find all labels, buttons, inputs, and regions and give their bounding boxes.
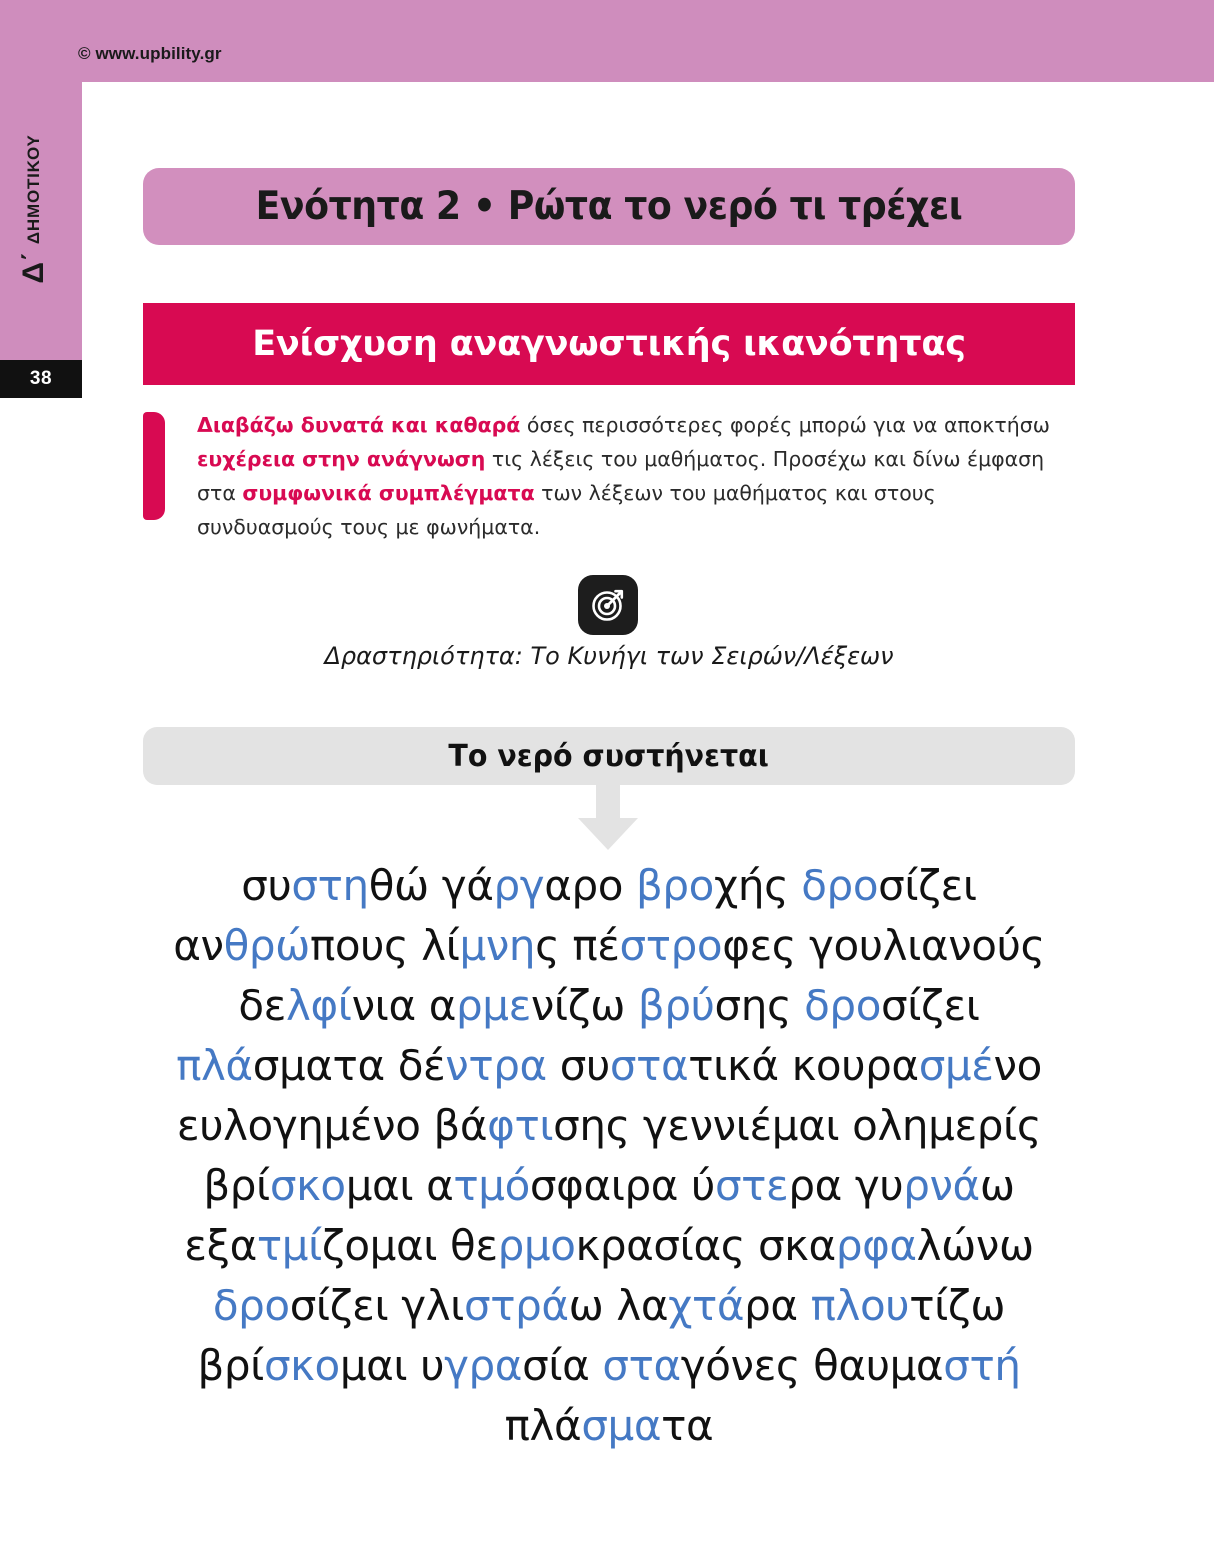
instruction-emphasis: ευχέρεια στην ανάγνωση xyxy=(197,447,486,471)
word-segment: νίζω xyxy=(530,981,638,1030)
consonant-cluster: στρά xyxy=(463,1281,569,1330)
consonant-cluster: σμα xyxy=(581,1401,662,1450)
word-segment: βρί xyxy=(197,1341,264,1390)
word-segment: νια xyxy=(351,981,429,1030)
word-segment: ύ xyxy=(691,1161,715,1210)
page-number: 38 xyxy=(29,368,53,389)
section-title: Ενίσχυση αναγνωστικής ικανότητας xyxy=(252,324,966,364)
copyright-notice: © www.upbility.gr xyxy=(78,44,222,63)
instruction-text-run: τις λέξεις του μαθήματος. Προσέχω και δίνω έμφαση στα xyxy=(197,447,1045,505)
unit-title-bar xyxy=(143,168,1075,245)
word-segment: σία xyxy=(522,1341,603,1390)
consonant-cluster: στα xyxy=(609,1041,689,1090)
word-list-line xyxy=(143,1276,1075,1336)
word-segment: γυ xyxy=(854,1161,904,1210)
word-segment: τα xyxy=(661,1401,714,1450)
consonant-cluster: μνη xyxy=(459,921,536,970)
word-list-line xyxy=(143,1336,1075,1396)
word-segment: κρασίας xyxy=(575,1221,758,1270)
consonant-cluster: ρφα xyxy=(835,1221,917,1270)
consonant-cluster: χτά xyxy=(668,1281,745,1330)
word-segment: σματα xyxy=(252,1041,398,1090)
consonant-cluster: ρνά xyxy=(903,1161,980,1210)
word-segment: γά xyxy=(441,861,494,910)
word-segment: ς xyxy=(535,921,573,970)
consonant-cluster: δρο xyxy=(804,981,881,1030)
instruction-emphasis: Διαβάζω δυνατά και καθαρά xyxy=(197,413,521,437)
consonant-cluster: βρο xyxy=(636,861,714,910)
consonant-cluster: δρο xyxy=(212,1281,290,1330)
word-segment: τικά xyxy=(688,1041,792,1090)
word-segment: δέ xyxy=(397,1041,446,1090)
word-segment: λα xyxy=(616,1281,669,1330)
target-icon xyxy=(578,575,638,635)
grade-letter: Δ΄ xyxy=(17,251,50,284)
word-segment: συ xyxy=(559,1041,610,1090)
word-list-line xyxy=(143,1096,1075,1156)
consonant-cluster: στή xyxy=(943,1341,1021,1390)
word-segment: σφαιρα xyxy=(529,1161,692,1210)
word-segment: εξα xyxy=(184,1221,257,1270)
word-practice-list xyxy=(143,856,1075,1456)
consonant-cluster: πλου xyxy=(810,1281,910,1330)
word-list-line xyxy=(143,976,1075,1036)
instruction-block xyxy=(143,408,1083,544)
word-segment xyxy=(547,1041,560,1090)
word-segment: αρο xyxy=(544,861,637,910)
word-segment: θε xyxy=(450,1221,498,1270)
consonant-cluster: σκο xyxy=(263,1341,340,1390)
word-segment: τίζω xyxy=(909,1281,1006,1330)
consonant-cluster: ργ xyxy=(493,861,545,910)
word-segment: αν xyxy=(173,921,224,970)
word-segment: συ xyxy=(241,861,292,910)
consonant-cluster: στη xyxy=(291,861,369,910)
word-segment: α xyxy=(428,981,456,1030)
consonant-cluster: γρα xyxy=(444,1341,523,1390)
word-segment: βά xyxy=(433,1101,488,1150)
consonant-cluster: τμό xyxy=(453,1161,530,1210)
consonant-cluster: θρώ xyxy=(223,921,310,970)
word-segment: θαυμα xyxy=(813,1341,944,1390)
word-segment: σκα xyxy=(757,1221,836,1270)
word-segment: θώ xyxy=(368,861,442,910)
word-segment: ρα xyxy=(744,1281,811,1330)
word-segment: σης xyxy=(553,1101,643,1150)
word-segment: μαι xyxy=(345,1161,427,1210)
word-segment: γόνες xyxy=(680,1341,814,1390)
instruction-text-run: όσες περισσότερες φορές μπορώ για να αποκτήσω xyxy=(520,413,1050,437)
word-segment: γλι xyxy=(401,1281,464,1330)
word-segment: ω xyxy=(568,1281,617,1330)
down-arrow-icon xyxy=(566,784,650,852)
consonant-cluster: ρμε xyxy=(455,981,531,1030)
topic-banner-title: Το νερό συστήνεται xyxy=(448,738,770,774)
word-segment: σίζει xyxy=(289,1281,402,1330)
word-segment: σίζει xyxy=(881,981,980,1030)
instruction-paragraph xyxy=(197,408,1077,544)
consonant-cluster: πλά xyxy=(176,1041,253,1090)
activity-label: Δραστηριότητα: Το Κυνήγι των Σειρών/Λέξεων xyxy=(324,642,894,670)
word-segment: φες xyxy=(722,921,810,970)
page-number-badge xyxy=(0,360,82,398)
word-list-line xyxy=(143,1036,1075,1096)
word-segment: ευλογημένο xyxy=(176,1101,434,1150)
consonant-cluster: σκο xyxy=(269,1161,346,1210)
instruction-text-run: των λέξεων του μαθήματος και στους συνδυασμούς τους με φωνήματα. xyxy=(197,481,936,539)
top-color-band xyxy=(0,0,1214,82)
word-segment: λώνω xyxy=(916,1221,1034,1270)
consonant-cluster: ντρα xyxy=(445,1041,547,1090)
word-segment: σης xyxy=(714,981,805,1030)
word-list-line xyxy=(143,1216,1075,1276)
consonant-cluster: στρο xyxy=(619,921,723,970)
word-segment: χής xyxy=(713,861,802,910)
word-segment: λί xyxy=(421,921,460,970)
consonant-cluster: φτι xyxy=(487,1101,554,1150)
word-segment: γουλιανούς xyxy=(809,921,1045,970)
word-segment: ω xyxy=(979,1161,1015,1210)
word-segment: ρα xyxy=(788,1161,855,1210)
grade-word: ΔΗΜΟΤΙΚΟΥ xyxy=(24,134,43,245)
section-title-bar xyxy=(143,303,1075,385)
word-segment: πέ xyxy=(572,921,620,970)
word-segment: μαι xyxy=(339,1341,421,1390)
word-segment: υ xyxy=(420,1341,445,1390)
word-list-line xyxy=(143,1156,1075,1216)
consonant-cluster: δρο xyxy=(801,861,879,910)
word-segment: πους xyxy=(309,921,422,970)
word-list-line xyxy=(143,1396,1075,1456)
consonant-cluster: ρμο xyxy=(497,1221,576,1270)
word-segment: κουρα xyxy=(791,1041,919,1090)
word-segment: γεννιέμαι ολημερίς xyxy=(642,1101,1042,1150)
instruction-accent-bracket xyxy=(143,412,165,520)
consonant-cluster: στα xyxy=(602,1341,681,1390)
consonant-cluster: τμί xyxy=(256,1221,322,1270)
word-segment: ζομαι xyxy=(321,1221,451,1270)
word-list-line xyxy=(143,916,1075,976)
word-segment: σίζει xyxy=(878,861,977,910)
consonant-cluster: λφί xyxy=(286,981,352,1030)
instruction-emphasis: συμφωνικά συμπλέγματα xyxy=(242,481,535,505)
unit-title: Ενότητα 2 • Ρώτα το νερό τι τρέχει xyxy=(255,184,963,229)
word-segment: πλά xyxy=(504,1401,582,1450)
word-list-line xyxy=(143,856,1075,916)
word-segment: βρί xyxy=(203,1161,270,1210)
consonant-cluster: βρύ xyxy=(637,981,715,1030)
consonant-cluster: σμέ xyxy=(918,1041,994,1090)
word-segment: δε xyxy=(238,981,286,1030)
topic-banner xyxy=(143,727,1075,785)
word-segment: νο xyxy=(993,1041,1042,1090)
grade-label xyxy=(0,79,75,339)
consonant-cluster: στε xyxy=(714,1161,789,1210)
word-segment: α xyxy=(426,1161,454,1210)
